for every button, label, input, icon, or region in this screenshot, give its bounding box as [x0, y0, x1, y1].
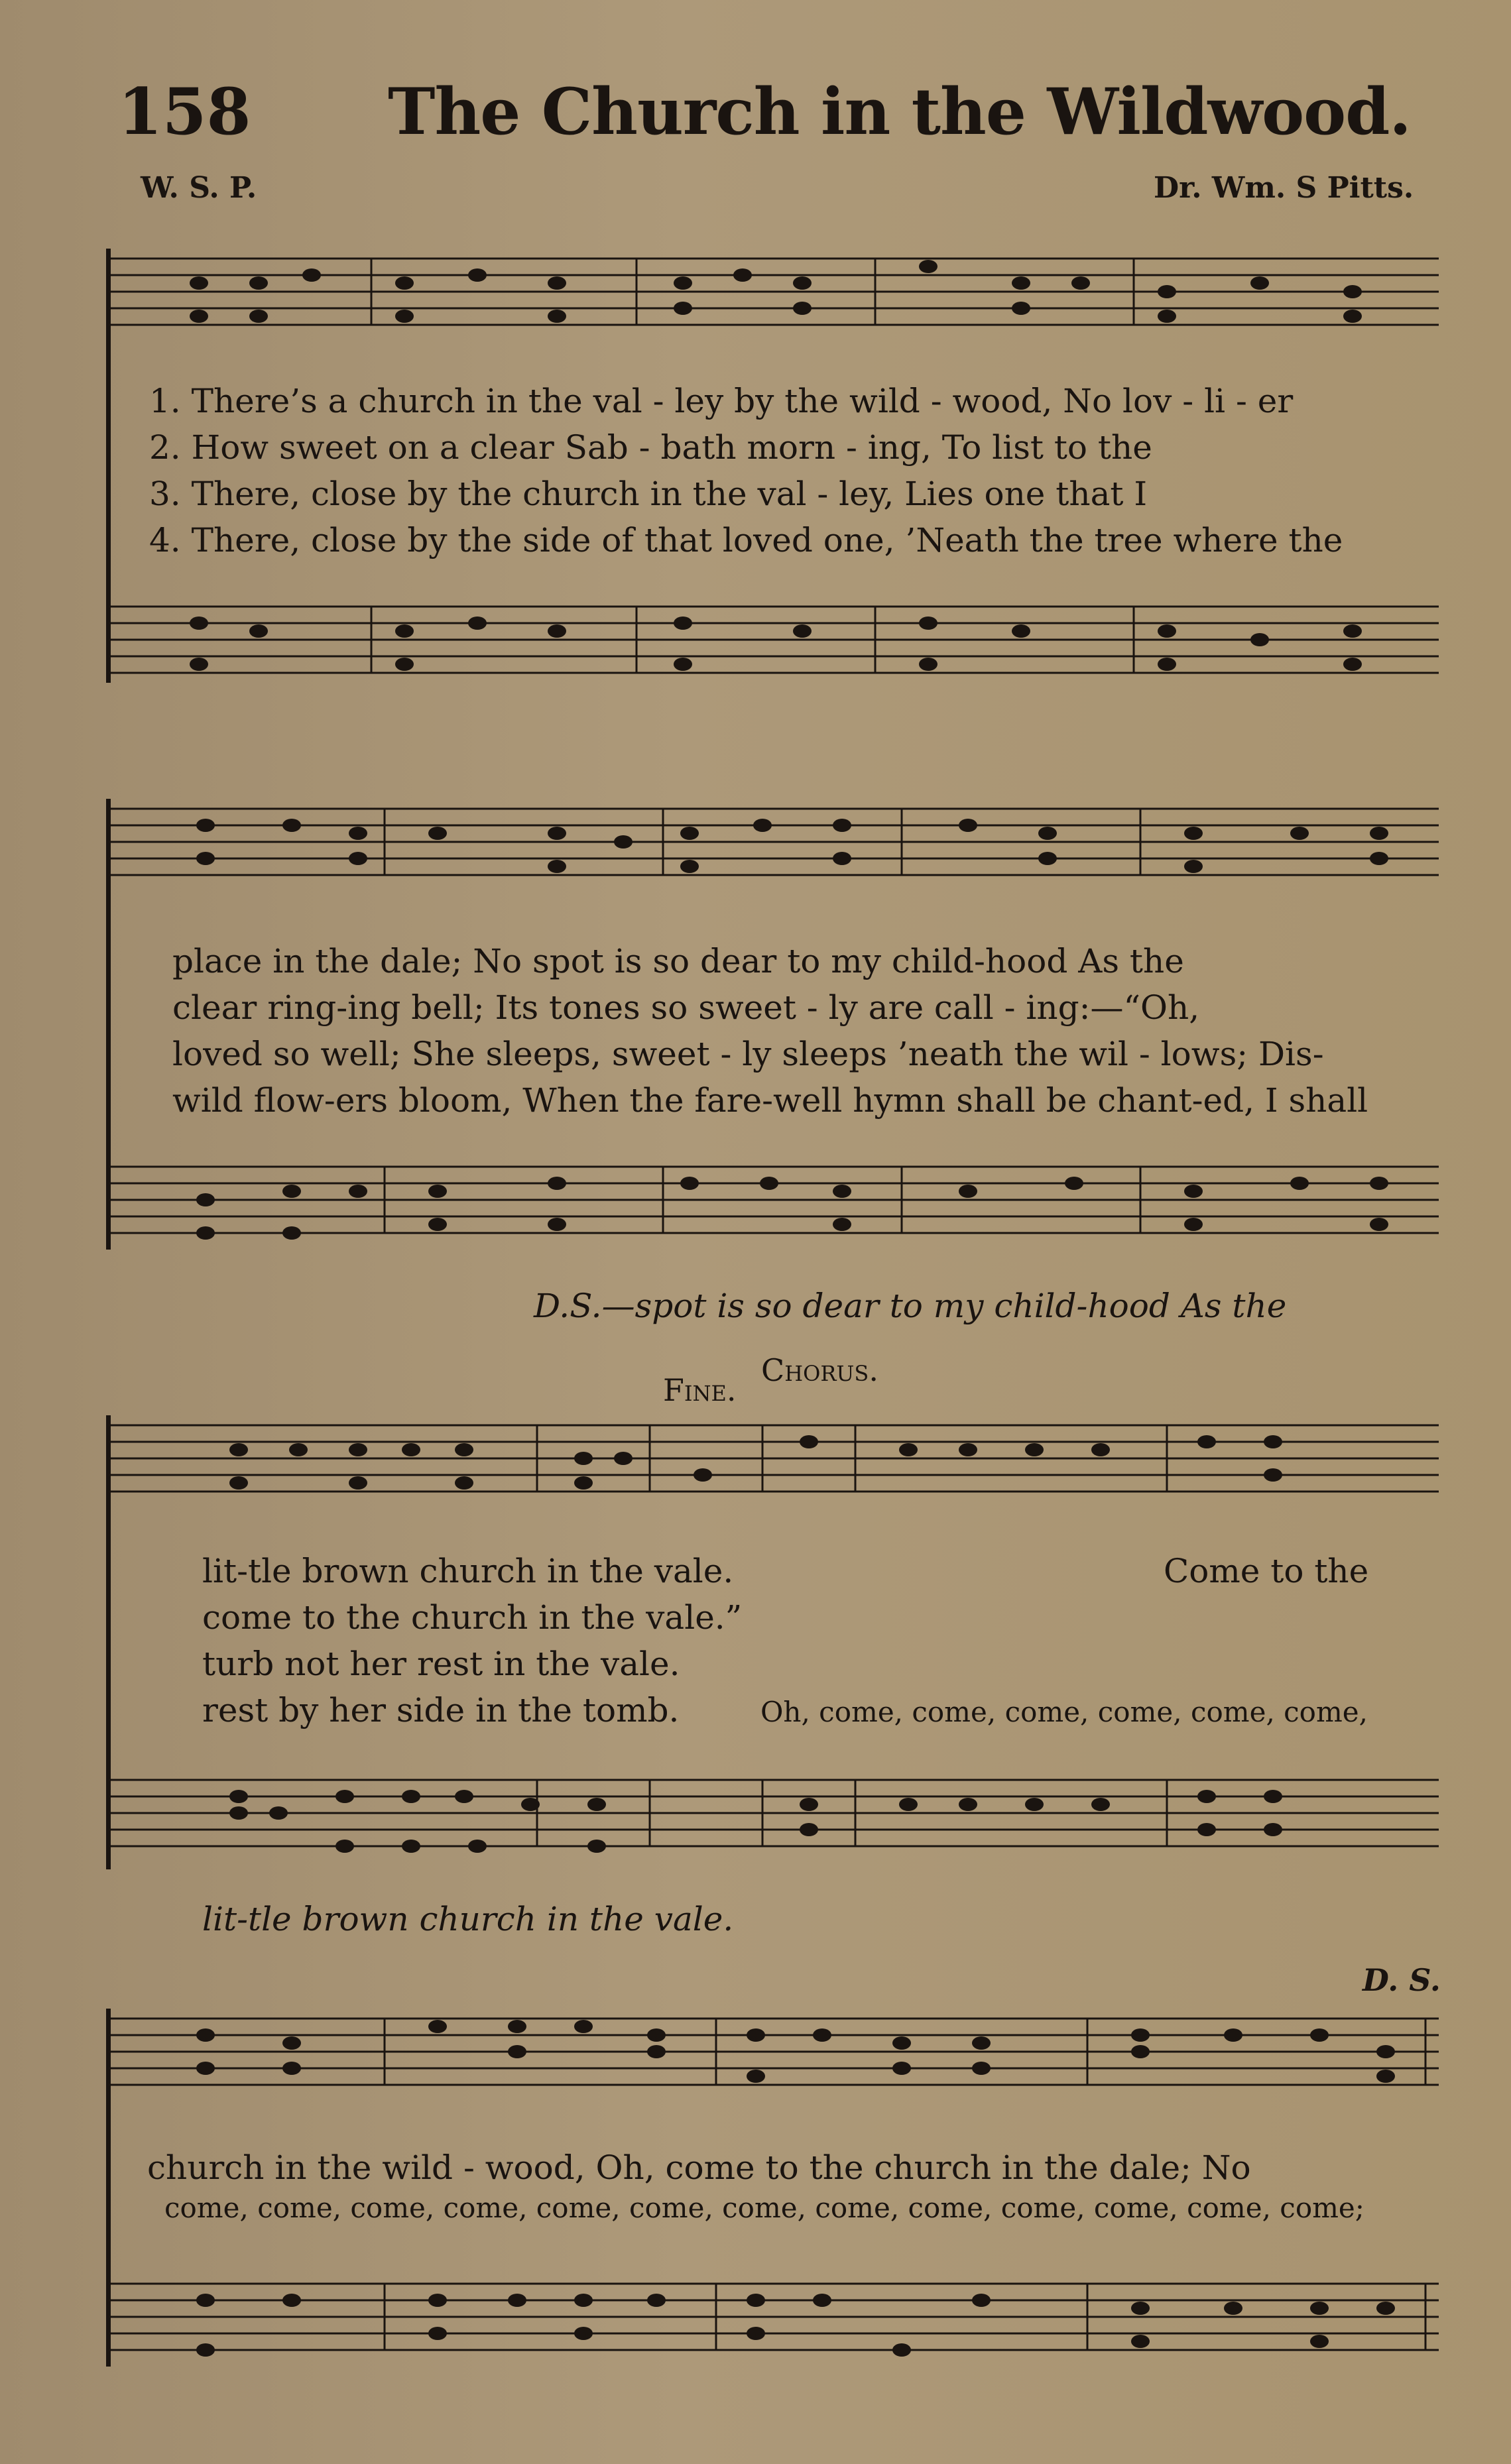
system-1-bass-staff	[106, 597, 1439, 683]
music-credit: Dr. Wm. S Pitts.	[1154, 171, 1414, 205]
bass-come-lyric: Oh, come, come, come, come, come, come,	[760, 1696, 1368, 1728]
verse-1-line-3: lit-tle brown church in the vale.	[202, 1552, 734, 1590]
treble-staff-lines	[106, 799, 1439, 885]
chorus-come-to-the: Come to the	[1164, 1552, 1369, 1590]
verse-3-line-3: turb not her rest in the vale.	[202, 1645, 680, 1683]
chorus-bass-lyric: come, come, come, come, come, come, come, come, come, come, come, come, come;	[164, 2192, 1364, 2224]
verse-2-line-2: clear ring-ing bell; Its tones so sweet - ly are call - ing:—“Oh,	[172, 988, 1200, 1027]
system-4-bass-staff	[106, 2274, 1439, 2360]
system-2-treble-staff	[106, 799, 1439, 885]
hymn-number: 158	[118, 74, 251, 149]
system-1-treble-staff	[106, 249, 1439, 335]
ds-lyric-line: D.S.—spot is so dear to my child-hood As the	[534, 1287, 1287, 1325]
verse-2-line-3: come to the church in the vale.”	[202, 1598, 743, 1637]
bass-staff-lines	[106, 597, 1439, 683]
verse-1-line-2: place in the dale; No spot is so dear to my child-hood As the	[172, 942, 1184, 980]
treble-staff-lines	[106, 249, 1439, 335]
bass-staff-lines	[106, 2274, 1439, 2360]
system-2-bass-staff	[106, 1157, 1439, 1243]
chorus-soprano-lyric: church in the wild - wood, Oh, come to the church in the dale; No	[147, 2148, 1251, 2187]
verse-3-line-2: loved so well; She sleeps, sweet - ly sleeps ’neath the wil - lows; Dis-	[172, 1035, 1324, 1073]
system-3-treble-staff	[106, 1415, 1439, 1501]
verse-1-line-1: 1. There’s a church in the val - ley by the wild - wood, No lov - li - er	[149, 382, 1294, 420]
chorus-marking: Chorus.	[761, 1352, 878, 1388]
bass-staff-lines	[106, 1157, 1439, 1243]
fine-marking: Fine.	[663, 1372, 737, 1408]
verse-4-line-2: wild flow-ers bloom, When the fare-well hymn shall be chant-ed, I shall	[172, 1081, 1368, 1120]
verse-4-line-1: 4. There, close by the side of that loved one, ’Neath the tree where the	[149, 521, 1343, 559]
ds-marking: D. S.	[1362, 1962, 1441, 1998]
verse-3-line-1: 3. There, close by the church in the val - ley, Lies one that I	[149, 475, 1148, 513]
system-4-treble-staff	[106, 2009, 1439, 2095]
bass-lyric-line-3: lit-tle brown church in the vale.	[202, 1900, 734, 1938]
treble-staff-lines	[106, 2009, 1439, 2095]
system-3-bass-staff	[106, 1770, 1439, 1856]
words-credit: W. S. P.	[141, 171, 257, 205]
bass-staff-lines	[106, 1770, 1439, 1856]
treble-staff-lines	[106, 1415, 1439, 1501]
hymn-title: The Church in the Wildwood.	[388, 74, 1411, 149]
verse-2-line-1: 2. How sweet on a clear Sab - bath morn - ing, To list to the	[149, 428, 1152, 467]
verse-4-line-3: rest by her side in the tomb.	[202, 1691, 680, 1730]
